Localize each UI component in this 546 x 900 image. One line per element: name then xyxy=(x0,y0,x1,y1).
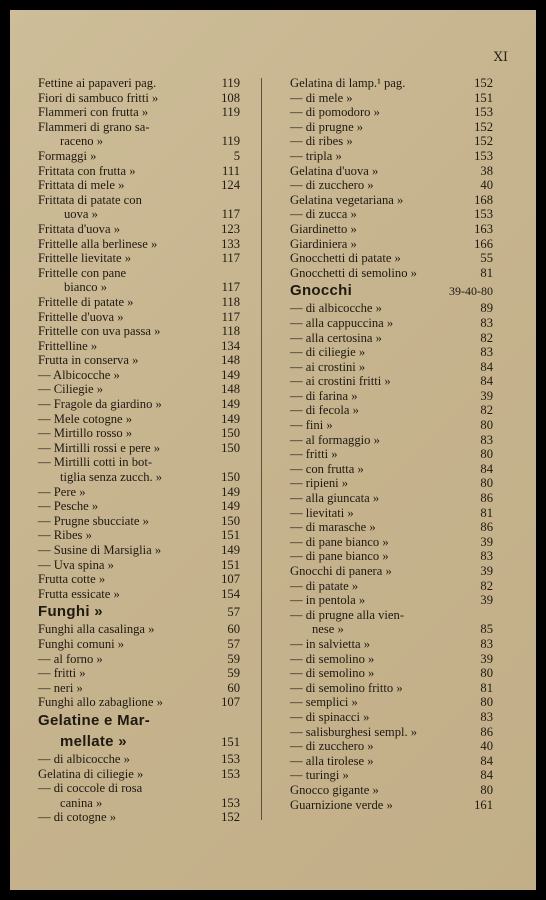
entry-text: — Susine di Marsiglia » xyxy=(38,543,162,557)
entry-text: — di farina » xyxy=(290,388,358,403)
entry-text: bianco » xyxy=(64,280,108,295)
entry-text: uova » xyxy=(64,207,98,222)
index-entry xyxy=(290,389,493,404)
index-entry xyxy=(38,266,240,281)
entry-page: 117 xyxy=(221,280,240,295)
entry-text: Frittelle d'uova » xyxy=(38,309,124,324)
index-entry xyxy=(38,752,240,767)
entry-text: — di semolino fritto » xyxy=(290,680,403,695)
index-entry xyxy=(290,666,493,681)
entry-page: 59 xyxy=(227,666,240,681)
index-entry xyxy=(38,622,240,637)
entry-page: 80 xyxy=(480,476,493,491)
index-entry xyxy=(38,652,240,667)
index-entry xyxy=(290,491,493,506)
index-entry xyxy=(38,695,240,710)
index-entry xyxy=(290,178,493,193)
index-entry xyxy=(38,781,240,796)
entry-text: Frittelle di patate » xyxy=(38,294,134,309)
entry-page: 39 xyxy=(480,593,493,608)
entry-page: 151 xyxy=(221,557,240,572)
entry-text: — di cotogne » xyxy=(38,810,116,825)
index-entry xyxy=(290,360,493,375)
index-entry xyxy=(290,164,493,179)
index-entry xyxy=(290,374,493,389)
entry-text: — ai crostini fritti » xyxy=(290,374,391,389)
entry-text: Fiori di sambuco fritti » xyxy=(38,90,159,105)
entry-text: Frittata con frutta » xyxy=(38,163,136,178)
entry-text: Gnocchi di panera » xyxy=(290,564,392,578)
entry-text: Gelatina d'uova » xyxy=(290,163,379,178)
entry-page: 107 xyxy=(221,695,240,710)
entry-page: 153 xyxy=(474,105,493,120)
entry-text: — di semolino » xyxy=(290,651,375,666)
entry-page: 84 xyxy=(480,753,493,768)
entry-text: — neri » xyxy=(38,680,83,695)
entry-text: Flammeri di grano sa- xyxy=(38,119,150,134)
index-entry xyxy=(290,520,493,535)
index-entry xyxy=(290,739,493,754)
entry-text: — di spinacci » xyxy=(290,709,370,724)
entry-text: nese » xyxy=(312,622,344,637)
entry-page: 108 xyxy=(221,90,240,105)
index-entry xyxy=(38,485,240,500)
entry-text: Fettine ai papaveri pag. xyxy=(38,76,157,90)
entry-text: — ripieni » xyxy=(290,476,349,491)
index-entry xyxy=(38,710,240,731)
entry-text: Frittelle con uva passa » xyxy=(38,324,161,339)
index-entry xyxy=(38,810,240,825)
entry-page: 39 xyxy=(480,564,493,578)
index-entry xyxy=(38,280,240,295)
entry-text: Frittelle con pane xyxy=(38,265,127,280)
entry-text: — di semolino » xyxy=(290,666,375,681)
index-entry xyxy=(290,418,493,433)
entry-text: — di pane bianco » xyxy=(290,549,389,564)
index-entry xyxy=(290,280,493,301)
entry-page: 151 xyxy=(221,734,240,749)
entry-text: Gnocchetti di semolino » xyxy=(290,265,417,280)
entry-text: — salisburghesi sempl. » xyxy=(290,724,418,739)
index-entry xyxy=(290,433,493,448)
entry-page: 117 xyxy=(221,251,240,266)
entry-page: 153 xyxy=(474,207,493,222)
index-entry xyxy=(290,237,493,252)
index-entry xyxy=(38,76,240,91)
index-entry xyxy=(290,462,493,477)
entry-page: 153 xyxy=(474,148,493,163)
entry-text: — con frutta » xyxy=(290,461,364,476)
entry-page: 149 xyxy=(221,499,240,514)
entry-page: 149 xyxy=(221,367,240,382)
index-entry xyxy=(38,499,240,514)
entry-text: Frittata di mele » xyxy=(38,178,125,193)
entry-text: Funghi allo zabaglione » xyxy=(38,695,163,710)
entry-page: 134 xyxy=(221,338,240,353)
index-entry xyxy=(38,572,240,587)
book-page xyxy=(10,10,536,890)
entry-text: Giardinetto » xyxy=(290,221,357,236)
index-entry xyxy=(290,149,493,164)
index-entry xyxy=(290,535,493,550)
entry-page: 152 xyxy=(474,76,493,90)
entry-page: 163 xyxy=(474,221,493,236)
entry-page: 83 xyxy=(480,432,493,447)
entry-text: — di fecola » xyxy=(290,403,359,418)
index-entry xyxy=(290,251,493,266)
index-entry xyxy=(38,796,240,811)
entry-page: 39 xyxy=(480,388,493,403)
index-entry xyxy=(290,76,493,91)
entry-text: — Albicocche » xyxy=(38,367,120,382)
index-entry xyxy=(38,164,240,179)
index-entry xyxy=(38,91,240,106)
entry-page: 80 xyxy=(480,695,493,710)
index-entry xyxy=(38,587,240,602)
entry-page: 119 xyxy=(221,76,240,90)
index-entry xyxy=(38,382,240,397)
entry-text: — alla tirolese » xyxy=(290,753,374,768)
entry-text: Frittata di patate con xyxy=(38,192,142,207)
index-entry xyxy=(38,353,240,368)
entry-text: — di patate » xyxy=(290,578,359,593)
entry-page: 117 xyxy=(221,207,240,222)
index-entry xyxy=(38,120,240,135)
entry-text: — fini » xyxy=(290,418,333,433)
entry-page: 119 xyxy=(221,105,240,120)
index-entry xyxy=(290,783,493,798)
entry-text: Frutta cotte » xyxy=(38,572,106,587)
entry-text: — semplici » xyxy=(290,695,358,710)
index-column-right xyxy=(290,76,493,812)
entry-page: 150 xyxy=(221,513,240,528)
entry-page: 60 xyxy=(227,680,240,695)
index-entry xyxy=(38,426,240,441)
entry-text: tiglia senza zucch. » xyxy=(60,470,163,485)
entry-text: Gelatina di lamp.¹ pag. xyxy=(290,76,406,90)
entry-page: 40 xyxy=(480,739,493,754)
entry-text: Frittata d'uova » xyxy=(38,221,121,236)
index-entry xyxy=(38,441,240,456)
entry-page: 153 xyxy=(221,766,240,781)
entry-text: — di prugne » xyxy=(290,119,364,134)
entry-page: 83 xyxy=(480,315,493,330)
index-entry xyxy=(290,105,493,120)
entry-text: — Mirtillo rosso » xyxy=(38,426,133,441)
entry-page: 153 xyxy=(221,795,240,810)
index-entry xyxy=(38,637,240,652)
entry-text: Funghi » xyxy=(38,603,103,621)
entry-page: 107 xyxy=(221,572,240,587)
entry-page: 148 xyxy=(221,382,240,397)
entry-page: 149 xyxy=(221,397,240,412)
entry-page: 149 xyxy=(221,411,240,426)
index-entry xyxy=(290,91,493,106)
index-entry xyxy=(38,105,240,120)
entry-page: 39-40-80 xyxy=(449,284,493,299)
entry-text: — alla cappuccina » xyxy=(290,315,394,330)
entry-page: 86 xyxy=(480,491,493,506)
entry-page: 118 xyxy=(221,324,240,339)
entry-text: — Ribes » xyxy=(38,528,92,543)
page-number: XI xyxy=(493,50,508,65)
entry-text: — fritti » xyxy=(38,666,86,681)
entry-text: — di ciliegie » xyxy=(290,345,366,360)
entry-text: — Pesche » xyxy=(38,499,99,514)
entry-text: Gelatina vegetariana » xyxy=(290,192,404,207)
entry-page: 60 xyxy=(227,622,240,637)
index-entry xyxy=(38,412,240,427)
entry-page: 153 xyxy=(221,751,240,766)
index-entry xyxy=(290,345,493,360)
index-entry xyxy=(38,767,240,782)
entry-page: 133 xyxy=(221,236,240,251)
index-entry xyxy=(290,403,493,418)
entry-text: — di pane bianco » xyxy=(290,534,389,549)
entry-page: 83 xyxy=(480,709,493,724)
entry-page: 84 xyxy=(480,461,493,476)
entry-text: Formaggi » xyxy=(38,148,97,163)
entry-page: 81 xyxy=(480,265,493,280)
entry-page: 150 xyxy=(221,440,240,455)
entry-page: 80 xyxy=(480,666,493,681)
entry-page: 117 xyxy=(221,309,240,324)
index-entry xyxy=(290,652,493,667)
index-entry xyxy=(290,768,493,783)
entry-page: 89 xyxy=(480,301,493,316)
entry-page: 168 xyxy=(474,192,493,207)
index-entry xyxy=(290,622,493,637)
entry-page: 148 xyxy=(221,353,240,368)
index-entry xyxy=(38,543,240,558)
entry-page: 40 xyxy=(480,178,493,193)
entry-page: 82 xyxy=(480,578,493,593)
index-entry xyxy=(38,310,240,325)
entry-page: 83 xyxy=(480,549,493,564)
entry-page: 84 xyxy=(480,768,493,783)
entry-page: 166 xyxy=(474,236,493,251)
entry-page: 80 xyxy=(480,447,493,462)
index-entry xyxy=(38,455,240,470)
index-entry xyxy=(290,637,493,652)
entry-text: Gnocco gigante » xyxy=(290,782,379,797)
entry-page: 119 xyxy=(221,134,240,149)
index-entry xyxy=(290,754,493,769)
index-entry xyxy=(290,120,493,135)
entry-page: 123 xyxy=(221,221,240,236)
index-column-left xyxy=(38,76,240,825)
entry-page: 84 xyxy=(480,359,493,374)
entry-page: 151 xyxy=(474,90,493,105)
index-entry xyxy=(290,695,493,710)
entry-text: — Ciliegie » xyxy=(38,382,104,397)
entry-page: 124 xyxy=(221,178,240,193)
entry-page: 81 xyxy=(480,505,493,520)
entry-page: 83 xyxy=(480,345,493,360)
entry-text: — ai crostini » xyxy=(290,359,366,374)
entry-text: — di zucca » xyxy=(290,207,357,222)
index-entry xyxy=(38,731,240,752)
index-entry xyxy=(38,528,240,543)
entry-text: — di pomodoro » xyxy=(290,105,380,120)
entry-text: — Mele cotogne » xyxy=(38,411,133,426)
entry-text: Frittelline » xyxy=(38,338,98,353)
entry-page: 154 xyxy=(221,586,240,601)
index-entry xyxy=(290,331,493,346)
entry-page: 152 xyxy=(221,810,240,825)
index-entry xyxy=(38,193,240,208)
entry-page: 82 xyxy=(480,330,493,345)
entry-page: 38 xyxy=(480,163,493,178)
index-entry xyxy=(290,710,493,725)
index-entry xyxy=(38,149,240,164)
entry-text: — di albicocche » xyxy=(38,751,130,766)
entry-page: 161 xyxy=(474,797,493,812)
entry-text: — Prugne sbucciate » xyxy=(38,513,149,528)
entry-text: Frutta in conserva » xyxy=(38,353,139,368)
entry-text: — di zucchero » xyxy=(290,739,374,754)
entry-text: Funghi comuni » xyxy=(38,636,125,651)
entry-text: mellate » xyxy=(60,732,127,750)
entry-page: 152 xyxy=(474,134,493,149)
entry-text: — in pentola » xyxy=(290,593,366,608)
entry-text: — al forno » xyxy=(38,651,103,666)
entry-page: 39 xyxy=(480,651,493,666)
index-entry xyxy=(38,666,240,681)
entry-text: — di ribes » xyxy=(290,134,353,149)
index-entry xyxy=(38,339,240,354)
index-entry xyxy=(38,207,240,222)
index-entry xyxy=(38,601,240,622)
entry-text: — Mirtilli cotti in bot- xyxy=(38,455,153,470)
index-entry xyxy=(38,295,240,310)
entry-page: 150 xyxy=(221,470,240,485)
index-entry xyxy=(290,193,493,208)
entry-text: — turingi » xyxy=(290,768,349,783)
index-entry xyxy=(290,798,493,813)
entry-page: 118 xyxy=(221,294,240,309)
entry-text: — Uva spina » xyxy=(38,557,114,572)
entry-text: — fritti » xyxy=(290,447,338,462)
index-entry xyxy=(290,447,493,462)
column-divider xyxy=(261,78,262,820)
index-entry xyxy=(38,222,240,237)
entry-page: 39 xyxy=(480,534,493,549)
entry-text: — Pere » xyxy=(38,484,86,499)
entry-text: — di coccole di rosa xyxy=(38,781,143,796)
entry-page: 152 xyxy=(474,119,493,134)
entry-text: raceno » xyxy=(60,134,104,149)
entry-text: canina » xyxy=(60,795,103,810)
entry-text: Funghi alla casalinga » xyxy=(38,622,155,637)
entry-page: 151 xyxy=(221,528,240,543)
index-entry xyxy=(290,564,493,579)
entry-text: Frutta essicate » xyxy=(38,586,120,601)
entry-text: Gnocchi xyxy=(290,282,353,300)
index-entry xyxy=(290,266,493,281)
entry-page: 84 xyxy=(480,374,493,389)
entry-text: Frittelle lievitate » xyxy=(38,251,132,266)
index-entry xyxy=(290,301,493,316)
index-entry xyxy=(290,681,493,696)
index-entry xyxy=(290,316,493,331)
entry-page: 83 xyxy=(480,636,493,651)
index-entry xyxy=(290,608,493,623)
index-entry xyxy=(290,549,493,564)
entry-text: — di prugne alla vien- xyxy=(290,607,405,622)
entry-page: 85 xyxy=(480,622,493,637)
entry-page: 5 xyxy=(233,148,240,163)
entry-text: — di zucchero » xyxy=(290,178,374,193)
entry-text: — lievitati » xyxy=(290,505,354,520)
index-entry xyxy=(38,558,240,573)
entry-page: 149 xyxy=(221,543,240,557)
entry-page: 81 xyxy=(480,680,493,695)
entry-text: — alla certosina » xyxy=(290,330,382,345)
index-entry xyxy=(290,134,493,149)
index-entry xyxy=(38,178,240,193)
entry-page: 57 xyxy=(227,605,240,620)
index-entry xyxy=(290,506,493,521)
entry-page: 149 xyxy=(221,484,240,499)
index-entry xyxy=(38,134,240,149)
entry-page: 111 xyxy=(222,163,240,178)
entry-text: Giardiniera » xyxy=(290,236,357,251)
entry-text: — Mirtilli rossi e pere » xyxy=(38,440,161,455)
entry-text: — Fragole da giardino » xyxy=(38,397,162,412)
entry-text: — alla giuncata » xyxy=(290,491,380,506)
index-entry xyxy=(38,681,240,696)
entry-text: Gnocchetti di patate » xyxy=(290,251,401,266)
entry-page: 55 xyxy=(480,251,493,266)
entry-text: Frittelle alla berlinese » xyxy=(38,236,158,251)
index-entry xyxy=(38,237,240,252)
index-entry xyxy=(290,207,493,222)
index-entry xyxy=(290,725,493,740)
entry-text: — di marasche » xyxy=(290,520,376,535)
index-entry xyxy=(290,593,493,608)
index-entry xyxy=(38,368,240,383)
index-entry xyxy=(38,251,240,266)
entry-page: 150 xyxy=(221,426,240,441)
entry-page: 82 xyxy=(480,403,493,418)
index-entry xyxy=(290,476,493,491)
entry-page: 86 xyxy=(480,724,493,739)
entry-text: — di mele » xyxy=(290,90,353,105)
entry-page: 86 xyxy=(480,520,493,535)
index-entry xyxy=(290,579,493,594)
entry-text: Flammeri con frutta » xyxy=(38,105,149,120)
index-entry xyxy=(38,397,240,412)
entry-page: 59 xyxy=(227,651,240,666)
entry-page: 80 xyxy=(480,418,493,433)
entry-text: — tripla » xyxy=(290,148,342,163)
entry-text: — di albicocche » xyxy=(290,301,382,316)
entry-page: 80 xyxy=(480,782,493,797)
entry-text: Guarnizione verde » xyxy=(290,797,393,812)
entry-text: — al formaggio » xyxy=(290,432,380,447)
index-entry xyxy=(38,514,240,529)
entry-page: 57 xyxy=(227,636,240,651)
index-entry xyxy=(38,470,240,485)
entry-text: Gelatina di ciliegie » xyxy=(38,766,144,781)
index-entry xyxy=(38,324,240,339)
entry-text: Gelatine e Mar- xyxy=(38,711,151,729)
index-entry xyxy=(290,222,493,237)
entry-text: — in salvietta » xyxy=(290,636,371,651)
